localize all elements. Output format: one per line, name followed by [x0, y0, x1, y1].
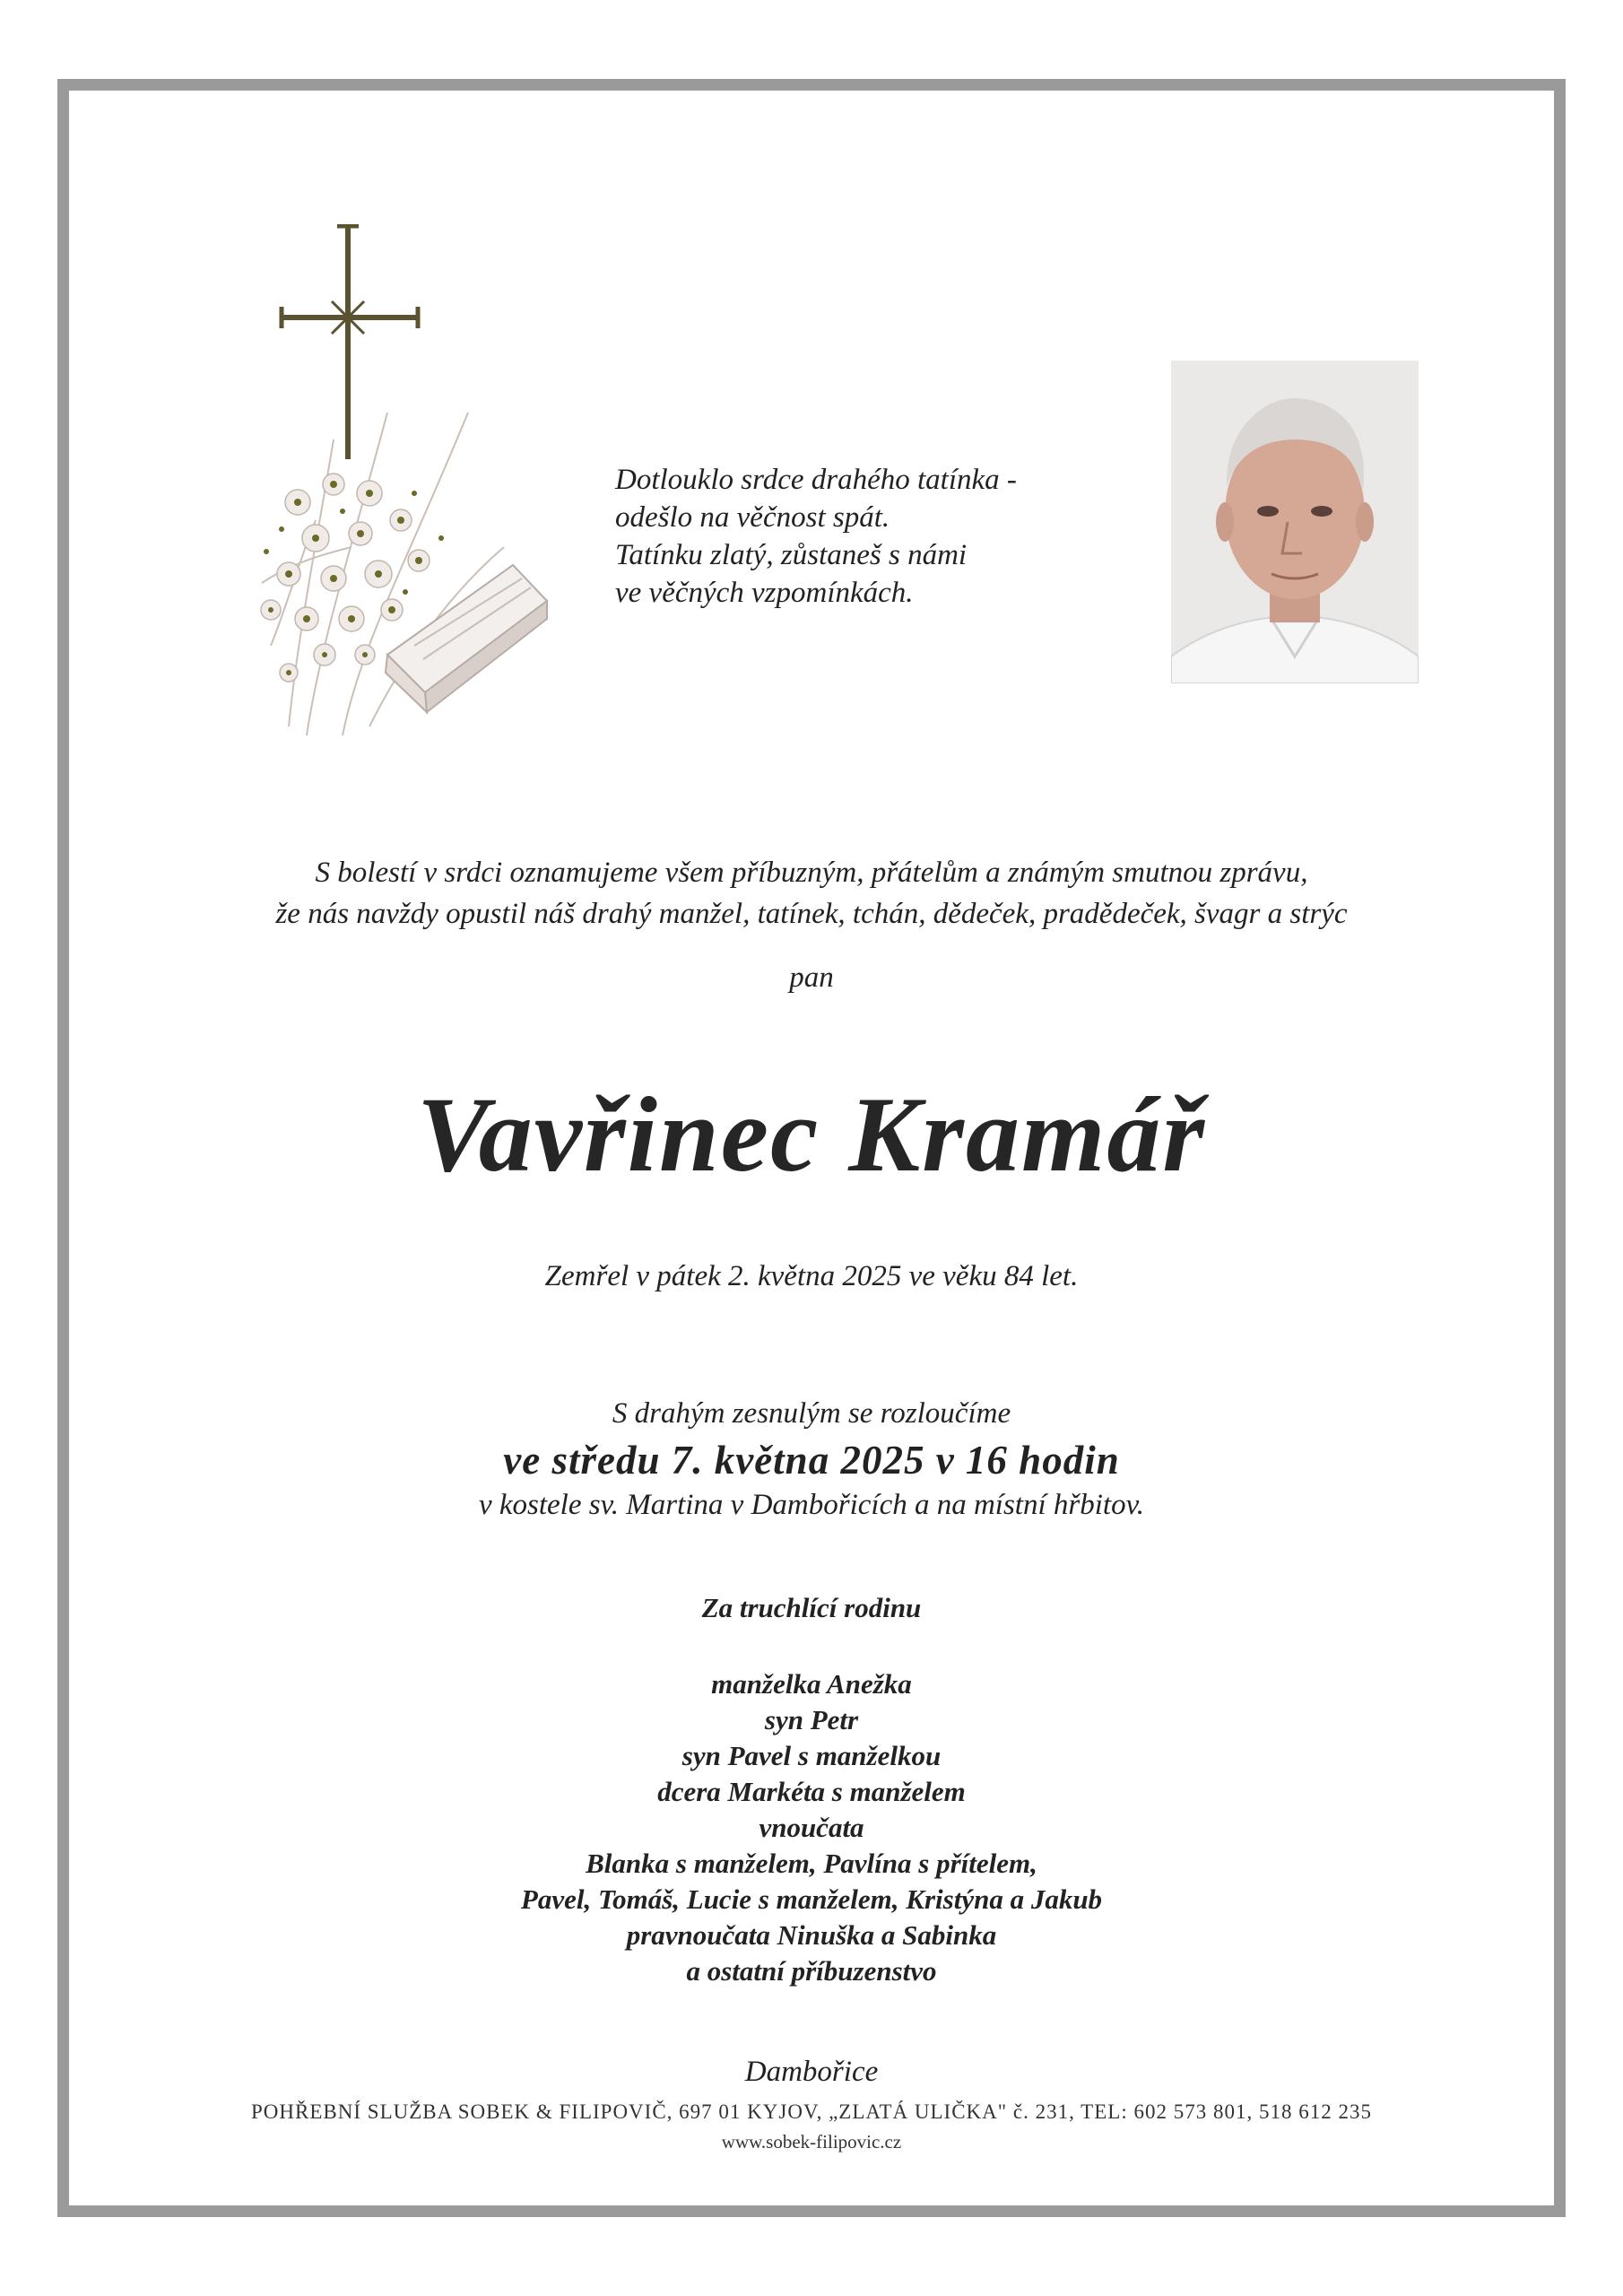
verse-line: Dotlouklo srdce drahého tatínka - [615, 464, 1017, 496]
memorial-verse [615, 461, 1117, 612]
mourner-line: pravnoučata Ninuška a Sabinka [626, 1919, 997, 1951]
farewell-date: ve středu 7. května 2025 v 16 hodin [503, 1438, 1120, 1483]
farewell-place: v kostele sv. Martina v Dambořicích a na místní hřbitov. [478, 1489, 1145, 1521]
town-name: Dambořice [744, 2056, 879, 2088]
verse-line: ve věčných vzpomínkách. [615, 577, 914, 609]
farewell-intro: S drahým zesnulým se rozloučíme [612, 1397, 1011, 1430]
death-date-line: Zemřel v pátek 2. května 2025 ve věku 84 let. [544, 1260, 1079, 1292]
cross-icon [282, 226, 418, 459]
cross-with-flowers-emblem [235, 224, 567, 753]
mourner-line: syn Petr [764, 1704, 859, 1735]
deceased-name: Vavřinec Kramář [416, 1074, 1207, 1194]
mourners-list [90, 1666, 1533, 1989]
announcement-line: že nás navždy opustil náš drahý manžel, tatínek, tchán, dědeček, pradědeček, švagr a strýc [275, 898, 1348, 930]
mourner-line: Blanka s manželem, Pavlína s přítelem, [586, 1848, 1037, 1879]
portrait-icon [1171, 361, 1419, 683]
mourners-heading: Za truchlící rodinu [701, 1592, 922, 1623]
mourner-line: manželka Anežka [711, 1668, 912, 1700]
announcement-text [90, 852, 1533, 935]
portrait-photo [1171, 361, 1419, 683]
honorific: pan [789, 961, 834, 994]
funeral-service-info: POHŘEBNÍ SLUŽBA SOBEK & FILIPOVIČ, 697 01 KYJOV, „ZLATÁ ULIČKA" č. 231, TEL: 602 573 801, 518 612 235 [251, 2100, 1372, 2123]
book-icon [386, 565, 547, 712]
website-link[interactable]: www.sobek-filipovic.cz [721, 2131, 902, 2152]
mourner-line: a ostatní příbuzenstvo [686, 1955, 937, 1987]
verse-line: odešlo na věčnost spát. [615, 501, 890, 534]
mourner-line: syn Pavel s manželkou [681, 1740, 942, 1771]
mourner-line: dcera Markéta s manželem [657, 1776, 966, 1807]
verse-line: Tatínku zlatý, zůstaneš s námi [615, 539, 968, 571]
announcement-line: S bolestí v srdci oznamujeme všem příbuzným, přátelům a známým smutnou zprávu, [315, 857, 1308, 889]
mourner-line: vnoučata [759, 1812, 864, 1843]
mourner-line: Pavel, Tomáš, Lucie s manželem, Kristýna a Jakub [520, 1883, 1103, 1915]
